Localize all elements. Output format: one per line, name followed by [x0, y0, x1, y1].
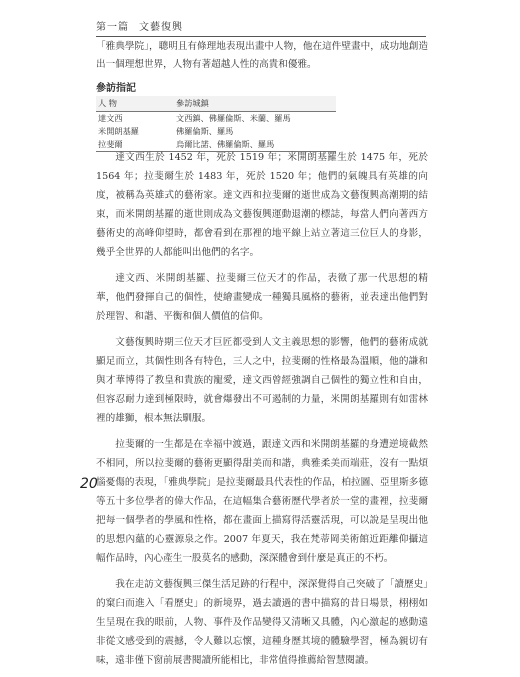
body-paragraph: 文藝復興時期三位天才巨匠都受到人文主義思想的影響，他們的藝術成就顯足而立，其個性則各有特色，三人之中，拉斐爾的性格最為溫順，他的謙和與才華博得了教皇和貴族的寵愛，達文西曾經強調自己個性的獨立性和自由，但容忍耐力達到極限時，就會爆發出不可遏制的力量，米開朗基羅則有如雷林裡的雄獅，根本無法馴服。 — [96, 337, 428, 424]
body-paragraph: 我在走訪文藝復興三傑生活足跡的行程中，深深覺得自己突破了「讀歷史」的窠臼而進入「看歷史」的新境界，過去讀過的書中描寫的昔日場景，栩栩如生呈現在我的眼前，人物、事件及作品變得又清晰又具體，內心激起的感動遠非從文感受到的震撼，令人難以忘懷，這種身歷其境的體驗學習，極為親切有味，遠非僅下窗前展書閱讀所能相比，非常值得推薦給智慧閱讀。 — [96, 579, 428, 666]
person-name: 達文西 — [98, 113, 123, 123]
chapter-label: 第一篇 — [96, 22, 129, 33]
person-name: 拉斐爾 — [96, 138, 174, 152]
column-header-person: 人 物 — [96, 96, 174, 112]
table-header-row — [96, 96, 336, 112]
body-paragraph: 達文西生於 1452 年，死於 1519 年；米開朗基羅生於 1475 年，死於 1564 年；拉斐爾生於 1483 年，死於 1520 年；他們的氣魄具有英雄的向度，被稱為英雄式的藝術家。達文西和拉斐爾的逝世成為文藝復興高潮期的結束，而米開朗基羅的逝世則成為文藝復興運動退潮的標誌，每當人們向著西方藝術史的高峰仰望時，都會看到在那裡的地平線上站立著這三位巨人的身影，幾乎全世界的人都能叫出他們的名字。 — [96, 152, 428, 258]
running-header — [96, 18, 426, 37]
visited-towns: 文西鎮、佛羅倫斯、米蘭、羅馬 — [176, 113, 291, 123]
chapter-title: 文藝復興 — [139, 22, 183, 33]
intro-paragraph: 「雅典學院」，聰明且有條理地表現出畫中人物，他在這件壁畫中，成功地創造出一個理想世界，人物有著超越人性的高貴和優雅。 — [96, 41, 428, 70]
table-row — [96, 125, 336, 138]
body-text — [96, 148, 428, 677]
reference-box-title: 參訪指記 — [96, 79, 336, 99]
visited-towns: 烏爾比諾、佛羅倫斯、羅馬 — [174, 138, 336, 152]
reference-table — [96, 96, 336, 152]
visited-towns: 佛羅倫斯、羅馬 — [176, 126, 234, 136]
page-number: 20 — [80, 476, 98, 492]
person-name: 米開朗基羅 — [98, 126, 139, 136]
table-row — [96, 112, 336, 126]
body-paragraph: 達文西、米開朗基羅、拉斐爾三位天才的作品，表徵了那一代思想的精華，他們發揮自己的個性，使繪畫變成一種獨具風格的藝術，並表達出他們對於理智、和諧、平衡和個人價值的信仰。 — [96, 273, 428, 322]
column-header-towns: 參訪城鎮 — [174, 96, 336, 112]
body-paragraph: 拉斐爾的一生都是在幸福中渡過，跟達文西和米開朗基羅的身遭逆境截然不相同，所以拉斐爾的藝術更顯得甜美而和諧，典雅柔美而端莊，沒有一點煩惱憂傷的表現，「雅典學院」是拉斐爾最具代表性的作品，柏拉圖、亞里斯多德等五十多位學者的偉大作品，在這幅集合藝術歷代學者於一堂的畫裡，拉斐爾把每一個學者的學風和性格，都在畫面上描寫得活靈活現，可以說是呈現出他的思想內蘊的心靈源泉之作。2007 年夏天，我在梵蒂岡美術館近距離仰攝這幅作品時，內心產生一股莫名的感動，深深體會到什麼是真正的不朽。 — [96, 439, 428, 564]
